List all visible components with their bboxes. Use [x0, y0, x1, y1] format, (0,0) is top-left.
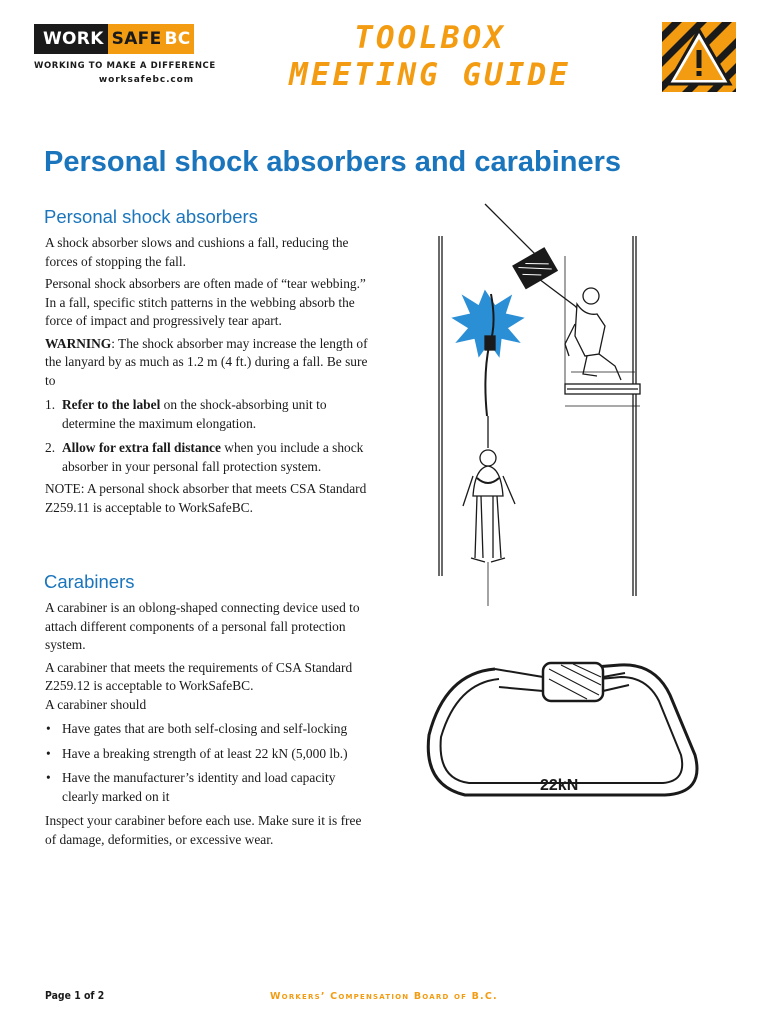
tagline: WORKING TO MAKE A DIFFERENCE: [34, 61, 216, 71]
warning-text: : The shock absorber may increase the length of the lanyard by as much as 1.2 m (4 ft.) during a fall. Be sure to: [45, 335, 368, 388]
carabiner-should: A carabiner should: [45, 696, 147, 712]
list-item: [45, 396, 370, 433]
list-item: [45, 769, 370, 806]
section-heading-shock-absorbers: Personal shock absorbers: [44, 206, 258, 227]
carabiner-paragraph-2: A carabiner that meets the requirements of CSA Standard Z259.12 is acceptable to WorkSafeBC.: [45, 659, 353, 693]
list-item-bold: Refer to the label: [62, 397, 161, 412]
carabiner-paragraph-1: A carabiner is an oblong-shaped connecting device used to attach different components of a personal fall protection system.: [45, 600, 360, 652]
list-item-text: when you include a shock absorber in your personal fall protection system.: [62, 440, 364, 474]
bullet-text: Have the manufacturer’s identity and load capacity clearly marked on it: [62, 770, 336, 804]
logo-work-text: WORK: [34, 24, 108, 54]
bullet: •: [46, 745, 51, 761]
bullet: •: [46, 721, 51, 736]
list-item: [45, 745, 370, 764]
fall-arrest-illustration: [425, 196, 745, 616]
page-title: Personal shock absorbers and carabiners: [44, 146, 622, 178]
bullet-text: Have gates that are both self-closing and self-locking: [62, 721, 348, 736]
guide-title-line1: TOOLBOX: [354, 20, 506, 56]
warning-label: WARNING: [45, 335, 112, 351]
carabiner-rating-label: 22kN: [540, 777, 579, 794]
bullet: •: [46, 770, 51, 785]
shock-paragraph-2: Personal shock absorbers are often made of “tear webbing.” In a fall, specific stitch patterns in the webbing absorb the force of impact and progressively tear apart.: [45, 276, 366, 328]
csa-note: NOTE: A personal shock absorber that meets CSA Standard Z259.11 is acceptable to WorkSafeBC.: [45, 481, 367, 515]
worksafebc-logo: [34, 24, 194, 54]
logo-safe-text: SAFE: [111, 29, 162, 49]
footer-organization: Workers’ Compensation Board of B.C.: [270, 991, 498, 1002]
list-item-text: on the shock-absorbing unit to determine the maximum elongation.: [62, 397, 327, 431]
inspection-paragraph: Inspect your carabiner before each use. Make sure it is free of damage, deformities, or excessive wear.: [45, 813, 362, 847]
list-number: 2.: [45, 440, 56, 455]
warning-triangle-icon: [662, 22, 736, 92]
logo-safebc-block: [108, 24, 194, 54]
bullet-text: Have a breaking strength of at least 22 kN (5,000 lb.): [62, 745, 348, 761]
warning-paragraph: [45, 335, 370, 391]
website-link[interactable]: worksafebc.com: [98, 75, 194, 85]
guide-title: [200, 20, 660, 94]
carabiners-section: [45, 599, 370, 849]
list-item: [45, 720, 370, 739]
shock-paragraph-1: A shock absorber slows and cushions a fall, reducing the forces of stopping the fall.: [45, 235, 349, 269]
logo-bc-text: BC: [164, 29, 191, 49]
shock-absorbers-section: [45, 234, 370, 517]
list-number: 1.: [45, 397, 56, 412]
section-heading-carabiners: Carabiners: [44, 571, 135, 592]
guide-title-line2: MEETING GUIDE: [289, 57, 571, 93]
page-number: Page 1 of 2: [45, 989, 105, 1002]
list-item: [45, 439, 370, 476]
list-item-bold: Allow for extra fall distance: [62, 440, 221, 455]
carabiner-illustration: [415, 655, 725, 805]
